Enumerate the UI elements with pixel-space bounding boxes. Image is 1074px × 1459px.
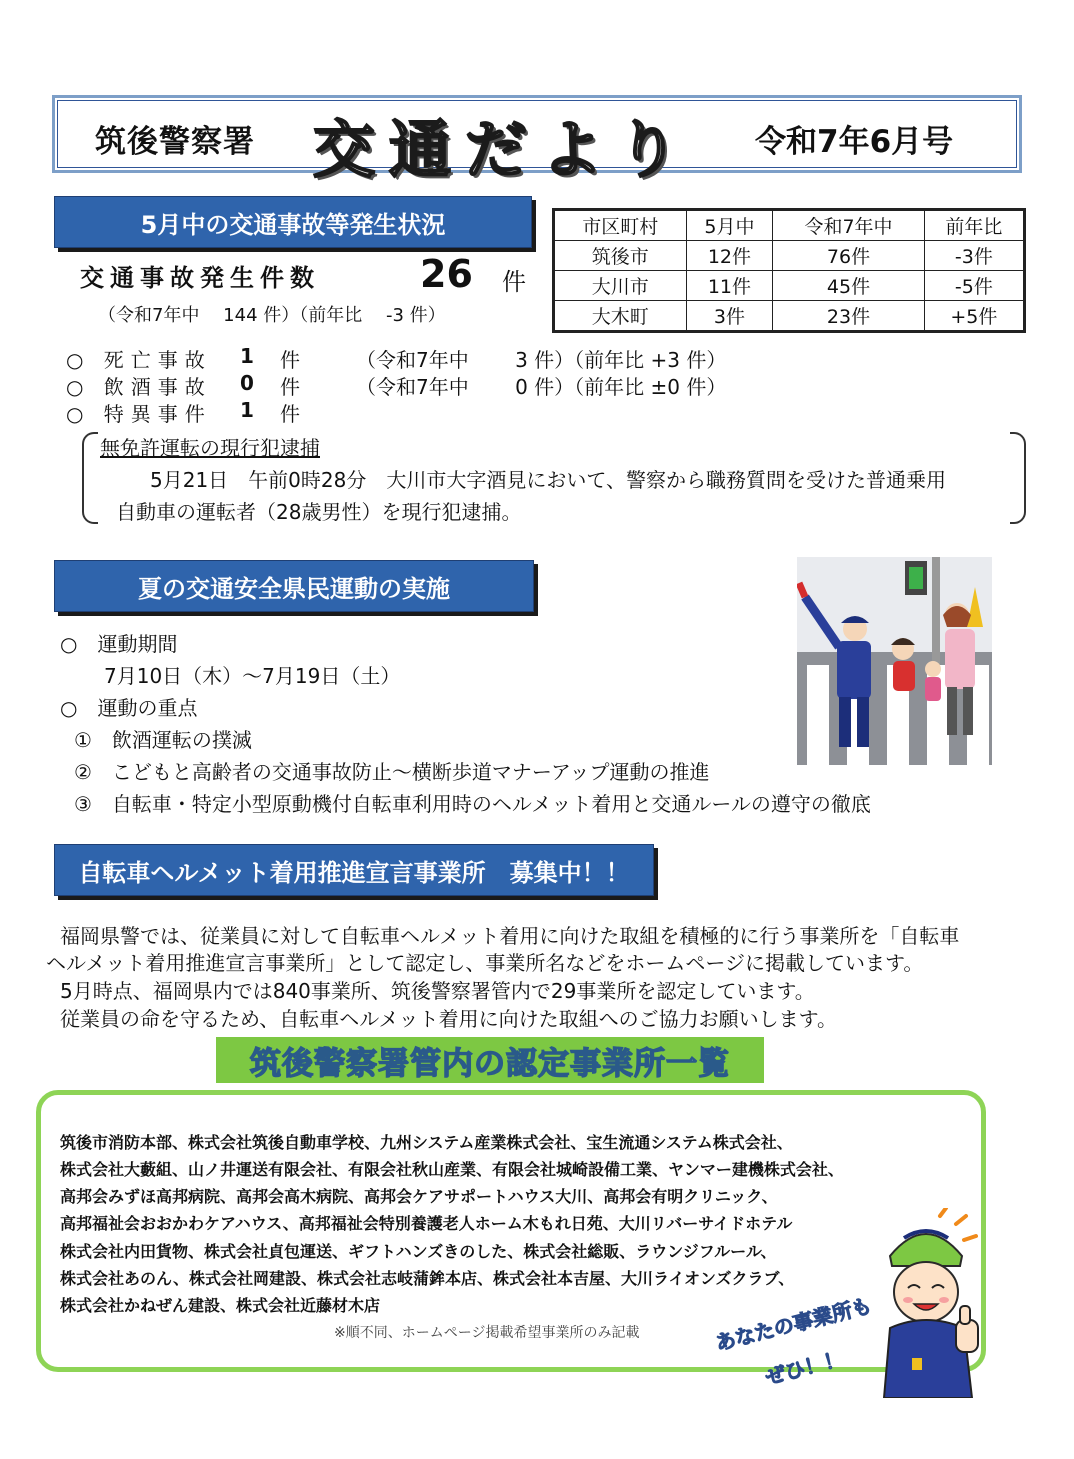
- mascot-speech-line-2: ぜひ！！: [762, 1346, 847, 1390]
- campaign-section-header: 夏の交通安全県民運動の実施: [54, 560, 534, 612]
- special-case-unit: 件: [280, 402, 300, 426]
- fatal-accident-detail: （令和7年中 3 件）（前年比 +3 件）: [356, 348, 727, 372]
- campaign-period-label: ○ 運動期間: [60, 632, 178, 656]
- table-cell: 12件: [686, 241, 773, 271]
- certified-list-title: [216, 1037, 764, 1083]
- accident-count-value: 26: [420, 252, 473, 296]
- drunk-accident-detail: （令和7年中 0 件）（前年比 ±0 件）: [356, 375, 727, 399]
- arrest-line-1: 5月21日 午前0時28分 大川市大字酒見において、警察から職務質問を受けた普通乗用: [150, 468, 946, 492]
- certified-list-note: ※順不同、ホームページ掲載希望事業所のみ記載: [334, 1325, 640, 1341]
- campaign-focus-item: ② こどもと高齢者の交通事故防止～横断歩道マナーアップ運動の推進: [74, 760, 710, 784]
- table-cell: 3件: [686, 301, 773, 332]
- table-cell: 45件: [773, 271, 924, 301]
- drunk-accident-unit: 件: [280, 375, 300, 399]
- mascot-speech-line-1: あなたの事業所も: [712, 1293, 875, 1356]
- fatal-accident-value: 1: [240, 344, 254, 368]
- certified-list-line: 株式会社内田貨物、株式会社貞包運送、ギフトハンズきのした、株式会社総販、ラウンジフルール、: [60, 1242, 777, 1261]
- police-mascot-art: [868, 1208, 988, 1398]
- municipality-stats-table: [552, 208, 1026, 333]
- table-header-row: [554, 210, 1025, 241]
- table-cell: 大木町: [554, 301, 687, 332]
- table-cell: +5件: [924, 301, 1024, 332]
- helmet-paragraph-line: 福岡県警では、従業員に対して自転車ヘルメット着用に向けた取組を積極的に行う事業所を「自転車: [60, 924, 960, 948]
- table-header-cell: 前年比: [924, 210, 1024, 241]
- certified-list-line: 筑後市消防本部、株式会社筑後自動車学校、九州システム産業株式会社、宝生流通システム株式会社、: [60, 1133, 793, 1152]
- drunk-accident-value: 0: [240, 371, 254, 395]
- table-cell: 筑後市: [554, 241, 687, 271]
- certified-list-line: 高邦会みずほ高邦病院、高邦会高木病院、高邦会ケアサポートハウス大川、高邦会有明クリニック、: [60, 1187, 778, 1206]
- crosswalk-illustration-art: [797, 557, 992, 765]
- police-mascot: [868, 1208, 988, 1398]
- crosswalk-illustration: [797, 557, 992, 765]
- special-case-value: 1: [240, 398, 254, 422]
- campaign-focus-label: ○ 運動の重点: [60, 696, 198, 720]
- certified-list-line: 株式会社大藪組、山ノ井運送有限会社、有限会社秋山産業、有限会社城崎設備工業、ヤンマー建機株式会社、: [60, 1160, 844, 1179]
- drunk-accident-label: ○ 飲酒事故: [66, 375, 212, 399]
- accident-count-subtext: （令和7年中 144 件）（前年比 -3 件）: [98, 305, 446, 326]
- table-row: [554, 271, 1025, 301]
- special-case-label: ○ 特異事件: [66, 402, 212, 426]
- issue-date: 令和7年6月号: [755, 124, 954, 160]
- table-cell: 23件: [773, 301, 924, 332]
- helmet-section-header: 自転車ヘルメット着用推進宣言事業所 募集中！！: [54, 844, 654, 896]
- campaign-period-value: 7月10日（木）～7月19日（土）: [104, 664, 401, 688]
- bracket-left: [82, 432, 98, 524]
- table-cell: 76件: [773, 241, 924, 271]
- police-station-name: 筑後警察署: [95, 124, 255, 160]
- campaign-focus-item: ③ 自転車・特定小型原動機付自転車利用時のヘルメット着用と交通ルールの遵守の徹底: [74, 792, 871, 816]
- masthead: [52, 95, 1022, 186]
- campaign-focus-item: ① 飲酒運転の撲滅: [74, 728, 252, 752]
- certified-list-title-text: 筑後警察署管内の認定事業所一覧: [250, 1045, 730, 1082]
- fatal-accident-unit: 件: [280, 348, 300, 372]
- fatal-accident-label: ○ 死亡事故: [66, 348, 212, 372]
- table-cell: -5件: [924, 271, 1024, 301]
- table-header-cell: 令和7年中: [773, 210, 924, 241]
- helmet-paragraph-line: ヘルメット着用推進宣言事業所」として認定し、事業所名などをホームページに掲載しています。: [46, 951, 924, 975]
- table-row: [554, 301, 1025, 332]
- table-header-cell: 市区町村: [554, 210, 687, 241]
- accident-count-label: 交通事故発生件数: [80, 264, 320, 292]
- table-row: [554, 241, 1025, 271]
- certified-list-line: 高邦福祉会おおかわケアハウス、高邦福祉会特別養護老人ホーム木もれ日苑、大川リバーサイドホテル: [60, 1214, 793, 1233]
- table-header-cell: 5月中: [686, 210, 773, 241]
- bracket-right: [1010, 432, 1026, 524]
- accident-count-unit: 件: [502, 268, 526, 296]
- helmet-paragraph-line: 5月時点、福岡県内では840事業所、筑後警察署管内で29事業所を認定しています。: [60, 979, 815, 1003]
- accident-section-header: 5月中の交通事故等発生状況: [54, 196, 532, 248]
- arrest-title: 無免許運転の現行犯逮捕: [100, 436, 320, 460]
- table-cell: 大川市: [554, 271, 687, 301]
- certified-list-line: 株式会社あのん、株式会社岡建設、株式会社志岐蒲鉾本店、株式会社本吉屋、大川ライオンズクラブ、: [60, 1269, 795, 1288]
- arrest-line-2: 自動車の運転者（28歳男性）を現行犯逮捕。: [116, 500, 522, 524]
- table-cell: 11件: [686, 271, 773, 301]
- helmet-paragraph-line: 従業員の命を守るため、自転車ヘルメット着用に向けた取組へのご協力お願いします。: [60, 1007, 837, 1031]
- arrest-notice: [82, 432, 1026, 522]
- newsletter-title: 交通だより: [313, 113, 694, 186]
- table-cell: -3件: [924, 241, 1024, 271]
- certified-list-line: 株式会社かねぜん建設、株式会社近藤材木店: [60, 1296, 381, 1315]
